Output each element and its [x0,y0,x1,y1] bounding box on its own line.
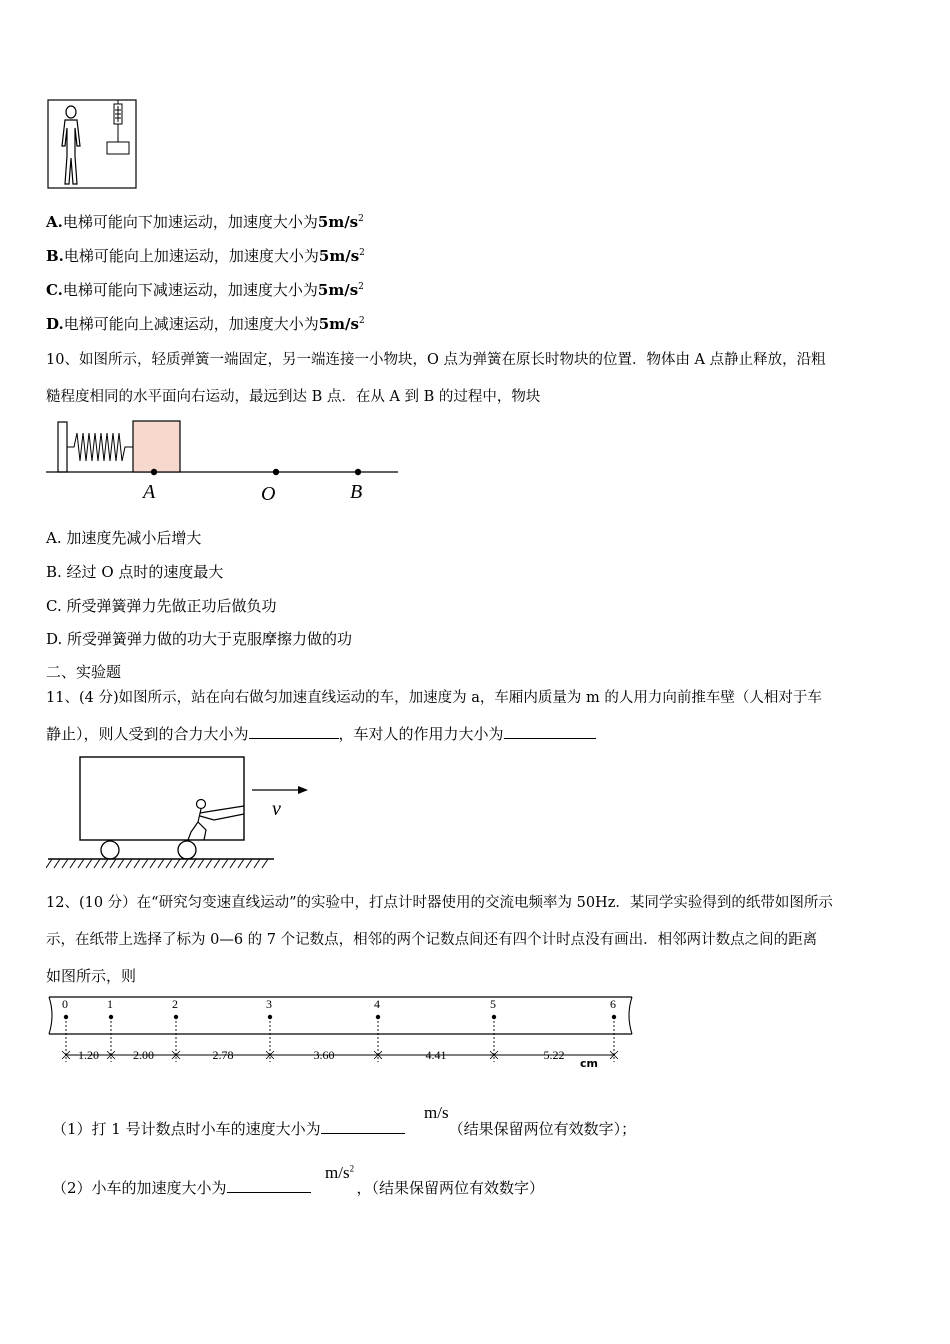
tape-point-label: 2 [172,997,178,1011]
answer-blank-3[interactable] [321,1132,405,1134]
q11-stem-line2: 静止），则人受到的合力大小为 ，车对人的作用力大小为 [46,723,596,744]
tape-point-label: 4 [374,997,380,1011]
tape-distance-label: 5.22 [543,1048,565,1062]
tape-distance-label: 4.41 [425,1048,447,1062]
tape-dot [376,1015,380,1019]
tape-dot [109,1015,113,1019]
q10-stem-line1: 10、如图所示，轻质弹簧一端固定，另一端连接一小物块，O 点为弹簧在原长时物块的位置．物体由 A 点静止释放，沿粗 [46,352,826,368]
tape-point-label: 0 [62,997,68,1011]
tape-dot [174,1015,178,1019]
answer-blank-1[interactable] [249,737,339,739]
tape-point-label: 6 [610,997,616,1011]
tape-point-label: 1 [107,997,113,1011]
q10-stem-line2: 糙程度相同的水平面向右运动，最远到达 B 点．在从 A 到 B 的过程中，物块 [46,389,541,405]
unit-velocity: m/s [424,1103,449,1122]
velocity-label: v [272,798,281,820]
tape-point-label: 3 [266,997,272,1011]
tape-dot [268,1015,272,1019]
q12-stem-line1: 12、(10 分）在“研究匀变速直线运动”的实验中，打点计时器使用的交流电频率为 50Hz．某同学实验得到的纸带如图所示 [46,895,833,911]
q12-tape-figure [46,994,638,1074]
tape-distance-label: 1.20 [78,1048,99,1062]
tape-distance-label: 2.00 [133,1048,154,1062]
tape-distance-label: 3.60 [313,1048,335,1062]
q9-option-b: B.电梯可能向上加速运动，加速度大小为$5m/s^2$ [46,247,365,265]
tape-point-label: 5 [490,997,496,1011]
q10-option-c: C. 所受弹簧弹力先做正功后做负功 [46,597,277,615]
tape-unit: cm [580,1057,598,1070]
point-o-label: O [261,483,276,505]
tape-dot [612,1015,616,1019]
q10-option-b: B. 经过 O 点时的速度最大 [46,563,224,581]
q10-option-d: D. 所受弹簧弹力做的功大于克服摩擦力做的功 [46,630,353,648]
unit-acceleration: $m/s^2$ [325,1163,355,1182]
q12-sub2: （2）小车的加速度大小为 ，（结果保留两位有效数字） [52,1179,545,1197]
q12-stem-line2: 示，在纸带上选择了标为 0—6 的 7 个记数点，相邻的两个记数点间还有四个计时点没有画出．相邻两计数点之间的距离 [46,932,818,948]
tape-distance-label: 2.78 [212,1048,234,1062]
q9-option-d: D.电梯可能向上减速运动，加速度大小为$5m/s^2$ [46,315,365,333]
q9-figure [46,98,140,192]
point-b-label: B [350,481,363,503]
q9-option-a: A.电梯可能向下加速运动，加速度大小为$5m/s^2$ [46,213,364,231]
tape-dot [492,1015,496,1019]
answer-blank-4[interactable] [227,1191,311,1193]
answer-blank-2[interactable] [504,737,596,739]
point-a-label: A [143,481,156,503]
q10-figure [44,416,404,506]
q12-stem-line3: 如图所示，则 [46,967,137,985]
section-title: 二、实验题 [46,663,122,681]
q11-stem-line1: 11、(4 分)如图所示，站在向右做匀加速直线运动的车，加速度为 a，车厢内质量为 m 的人用力向前推车壁（人相对于车 [46,690,822,706]
q12-sub1: （1）打 1 号计数点时小车的速度大小为 （结果保留两位有效数字）； [52,1120,637,1138]
q10-option-a: A. 加速度先减小后增大 [46,529,202,547]
tape-dot [64,1015,68,1019]
q9-option-c: C.电梯可能向下减速运动，加速度大小为$5m/s^2$ [46,281,364,299]
q11-figure [46,752,316,872]
